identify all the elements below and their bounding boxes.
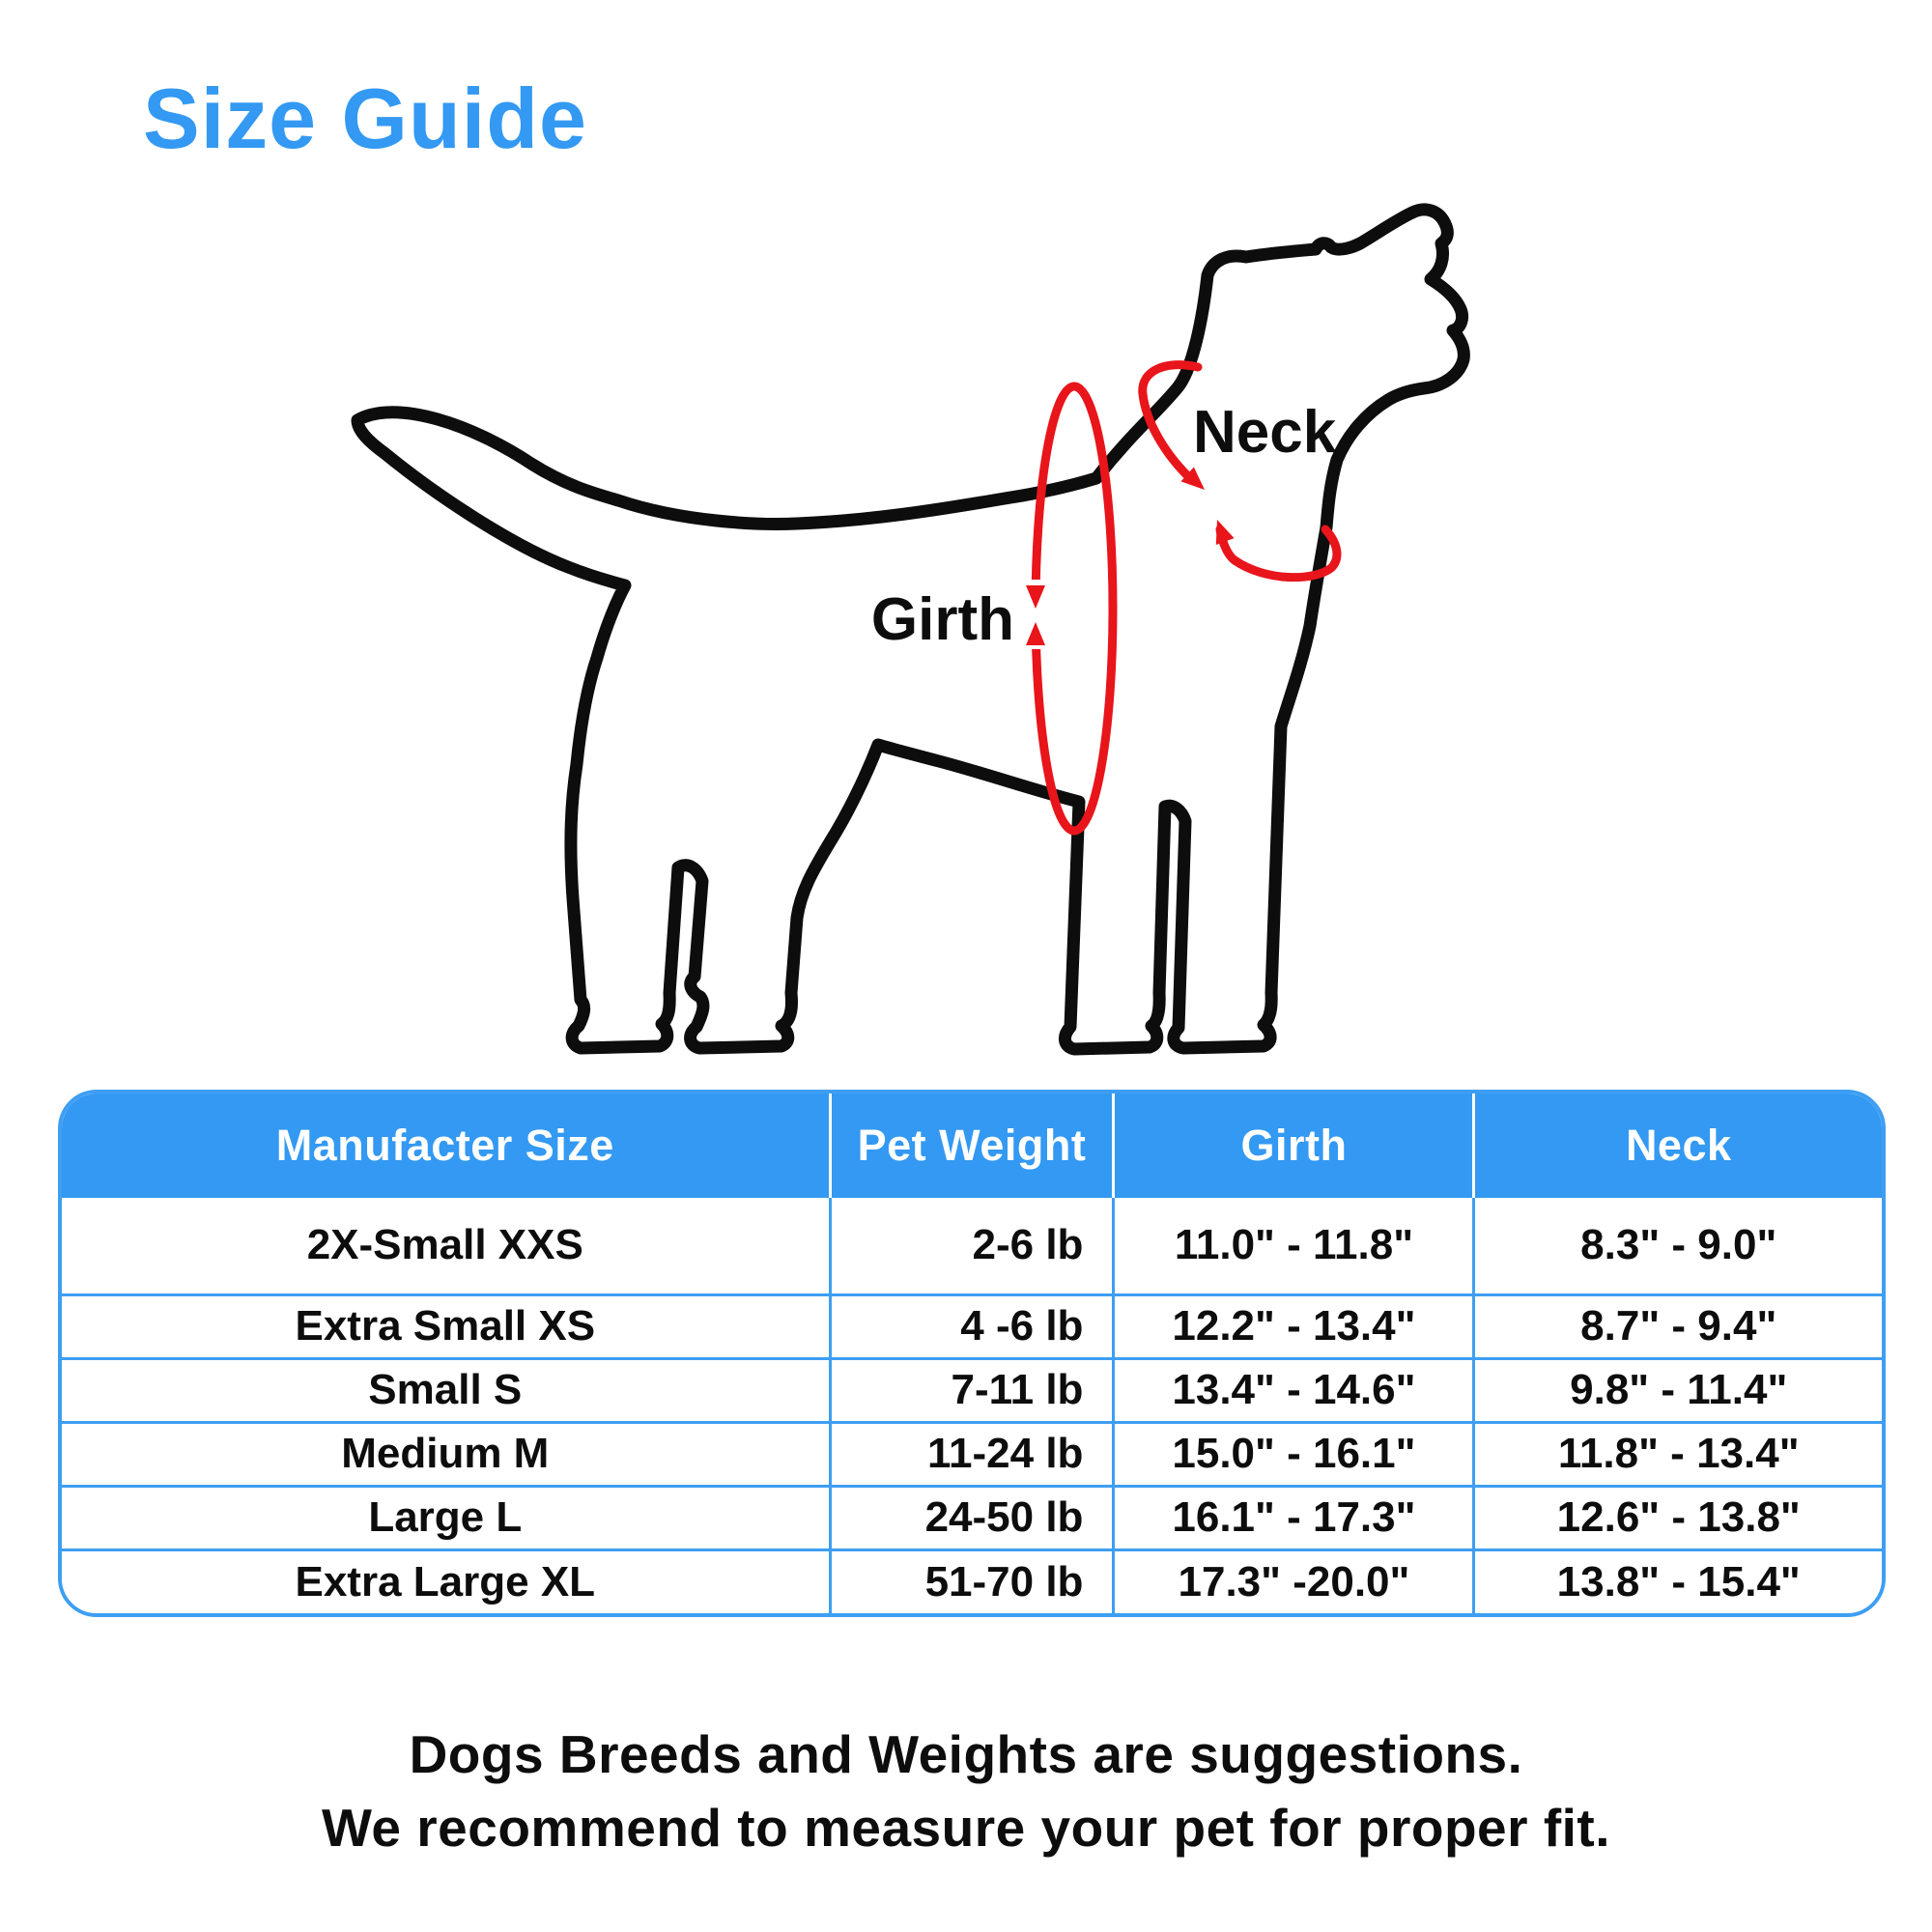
- girth-cell: 11.0" - 11.8": [1114, 1198, 1474, 1294]
- weight-cell: 11-24 lb: [830, 1422, 1114, 1486]
- girth-cell: 12.2" - 13.4": [1114, 1294, 1474, 1358]
- girth-cell: 15.0" - 16.1": [1114, 1422, 1474, 1486]
- neck-cell: 11.8" - 13.4": [1474, 1422, 1882, 1486]
- size-cell: Extra Small XS: [62, 1294, 830, 1358]
- size-table-container: [58, 1090, 1886, 1617]
- size-cell: Extra Large XL: [62, 1549, 830, 1613]
- weight-cell: 2-6 lb: [830, 1198, 1114, 1294]
- page-title: Size Guide: [143, 71, 587, 166]
- girth-cell: 17.3" -20.0": [1114, 1549, 1474, 1613]
- neck-cell: 8.7" - 9.4": [1474, 1294, 1882, 1358]
- weight-cell: 4 -6 lb: [830, 1294, 1114, 1358]
- column-header-girth: Girth: [1114, 1094, 1474, 1198]
- size-table: [62, 1094, 1882, 1613]
- girth-label: Girth: [870, 586, 1014, 653]
- column-header-manufacter-size: Manufacter Size: [62, 1094, 830, 1198]
- footer-line-2: We recommend to measure your pet for proper fit.: [321, 1798, 1611, 1858]
- neck-cell: 8.3" - 9.0": [1474, 1198, 1882, 1294]
- table-row: [62, 1198, 1882, 1294]
- girth-cell: 16.1" - 17.3": [1114, 1486, 1474, 1549]
- weight-cell: 7-11 lb: [830, 1358, 1114, 1422]
- size-cell: Medium M: [62, 1422, 830, 1486]
- table-row: [62, 1294, 1882, 1358]
- girth-cell: 13.4" - 14.6": [1114, 1358, 1474, 1422]
- column-header-neck: Neck: [1474, 1094, 1882, 1198]
- column-header-pet-weight: Pet Weight: [830, 1094, 1114, 1198]
- weight-cell: 51-70 lb: [830, 1549, 1114, 1613]
- table-row: [62, 1422, 1882, 1486]
- table-header-row: [62, 1094, 1882, 1198]
- table-row: [62, 1358, 1882, 1422]
- weight-cell: 24-50 lb: [830, 1486, 1114, 1549]
- size-cell: Large L: [62, 1486, 830, 1549]
- size-cell: Small S: [62, 1358, 830, 1422]
- table-row: [62, 1486, 1882, 1549]
- table-row: [62, 1549, 1882, 1613]
- footer-note: [0, 1718, 1932, 1864]
- neck-label: Neck: [1193, 399, 1337, 466]
- neck-cell: 12.6" - 13.8": [1474, 1486, 1882, 1549]
- dog-measurement-diagram: [242, 145, 1594, 1111]
- neck-cell: 13.8" - 15.4": [1474, 1549, 1882, 1613]
- neck-cell: 9.8" - 11.4": [1474, 1358, 1882, 1422]
- footer-line-1: Dogs Breeds and Weights are suggestions.: [409, 1724, 1523, 1784]
- size-cell: 2X-Small XXS: [62, 1198, 830, 1294]
